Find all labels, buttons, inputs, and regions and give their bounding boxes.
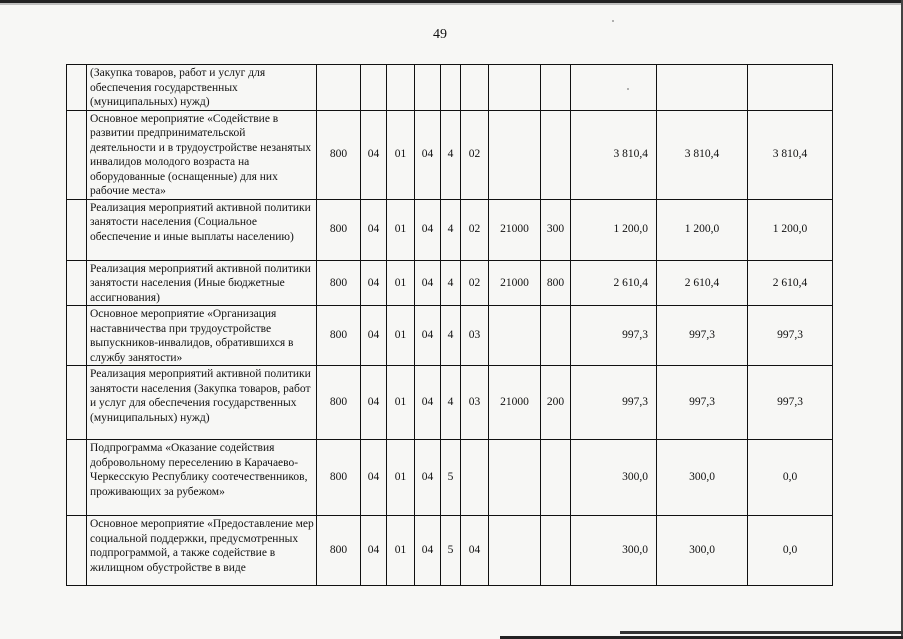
page-number: 49 bbox=[433, 27, 447, 42]
code-program: 04 bbox=[415, 366, 441, 440]
code-program: 04 bbox=[415, 260, 441, 306]
code-ministry: 800 bbox=[317, 260, 361, 306]
code-program: 04 bbox=[415, 199, 441, 260]
table-row bbox=[67, 65, 833, 111]
row-marker-cell bbox=[67, 110, 87, 199]
scan-border-top-shadow bbox=[0, 3, 903, 5]
code-section: 04 bbox=[361, 199, 387, 260]
row-marker-cell bbox=[67, 199, 87, 260]
code-ministry: 800 bbox=[317, 516, 361, 586]
code-direction bbox=[489, 516, 541, 586]
code-section: 04 bbox=[361, 440, 387, 516]
code-program: 04 bbox=[415, 110, 441, 199]
amount-year-2: 300,0 bbox=[657, 440, 748, 516]
amount-year-3: 997,3 bbox=[748, 366, 833, 440]
code-expense-type bbox=[541, 306, 571, 366]
item-name: Подпрограмма «Оказание содействия добровольному переселению в Карачаево-Черкесскую Республику соотечественников, проживающих за рубежом» bbox=[87, 440, 317, 516]
amount-year-1: 997,3 bbox=[571, 306, 657, 366]
budget-table bbox=[66, 64, 833, 586]
amount-year-2: 997,3 bbox=[657, 306, 748, 366]
amount-year-2: 300,0 bbox=[657, 516, 748, 586]
scan-border-bottom bbox=[620, 631, 903, 634]
code-subprogram bbox=[441, 65, 461, 111]
code-section: 04 bbox=[361, 306, 387, 366]
code-activity bbox=[461, 440, 489, 516]
row-marker-cell bbox=[67, 516, 87, 586]
amount-year-2: 997,3 bbox=[657, 366, 748, 440]
code-section: 04 bbox=[361, 366, 387, 440]
code-direction bbox=[489, 440, 541, 516]
amount-year-3 bbox=[748, 65, 833, 111]
amount-year-3: 0,0 bbox=[748, 440, 833, 516]
item-name: Реализация мероприятий активной политики занятости населения (Закупка товаров, работ и услуг для обеспечения государственных (муниципальных) нужд) bbox=[87, 366, 317, 440]
code-expense-type: 200 bbox=[541, 366, 571, 440]
amount-year-1: 1 200,0 bbox=[571, 199, 657, 260]
code-subprogram: 4 bbox=[441, 199, 461, 260]
amount-year-2: 3 810,4 bbox=[657, 110, 748, 199]
code-subsection: 01 bbox=[387, 366, 415, 440]
code-direction bbox=[489, 306, 541, 366]
code-activity: 02 bbox=[461, 110, 489, 199]
table-row bbox=[67, 306, 833, 366]
table-row bbox=[67, 366, 833, 440]
code-expense-type bbox=[541, 65, 571, 111]
code-activity bbox=[461, 65, 489, 111]
item-name: Реализация мероприятий активной политики занятости населения (Иные бюджетные ассигнования) bbox=[87, 260, 317, 306]
code-subprogram: 4 bbox=[441, 306, 461, 366]
code-activity: 03 bbox=[461, 306, 489, 366]
code-direction bbox=[489, 110, 541, 199]
code-subprogram: 4 bbox=[441, 110, 461, 199]
code-subsection bbox=[387, 65, 415, 111]
table-row bbox=[67, 199, 833, 260]
code-ministry bbox=[317, 65, 361, 111]
code-subprogram: 4 bbox=[441, 260, 461, 306]
code-subprogram: 5 bbox=[441, 440, 461, 516]
amount-year-2: 1 200,0 bbox=[657, 199, 748, 260]
amount-year-3: 3 810,4 bbox=[748, 110, 833, 199]
code-ministry: 800 bbox=[317, 110, 361, 199]
code-program: 04 bbox=[415, 306, 441, 366]
code-section: 04 bbox=[361, 516, 387, 586]
row-marker-cell bbox=[67, 306, 87, 366]
code-section bbox=[361, 65, 387, 111]
code-ministry: 800 bbox=[317, 366, 361, 440]
item-name: Реализация мероприятий активной политики занятости населения (Социальное обеспечение и иные выплаты населению) bbox=[87, 199, 317, 260]
code-activity: 04 bbox=[461, 516, 489, 586]
code-direction: 21000 bbox=[489, 199, 541, 260]
table-row bbox=[67, 260, 833, 306]
code-subsection: 01 bbox=[387, 199, 415, 260]
row-marker-cell bbox=[67, 366, 87, 440]
amount-year-1: 3 810,4 bbox=[571, 110, 657, 199]
code-direction: 21000 bbox=[489, 366, 541, 440]
code-ministry: 800 bbox=[317, 440, 361, 516]
row-marker-cell bbox=[67, 65, 87, 111]
code-subsection: 01 bbox=[387, 306, 415, 366]
code-subsection: 01 bbox=[387, 110, 415, 199]
item-name: (Закупка товаров, работ и услуг для обеспечения государственных (муниципальных) нужд) bbox=[87, 65, 317, 111]
amount-year-1: 2 610,4 bbox=[571, 260, 657, 306]
row-marker-cell bbox=[67, 440, 87, 516]
code-activity: 03 bbox=[461, 366, 489, 440]
amount-year-1: 997,3 bbox=[571, 366, 657, 440]
item-name: Основное мероприятие «Предоставление мер социальной поддержки, предусмотренных подпрограммой, а также содействие в жилищном обустройстве в виде bbox=[87, 516, 317, 586]
code-activity: 02 bbox=[461, 260, 489, 306]
amount-year-1: 300,0 bbox=[571, 516, 657, 586]
code-subprogram: 4 bbox=[441, 366, 461, 440]
amount-year-3: 997,3 bbox=[748, 306, 833, 366]
code-program: 04 bbox=[415, 440, 441, 516]
code-section: 04 bbox=[361, 260, 387, 306]
amount-year-3: 0,0 bbox=[748, 516, 833, 586]
code-activity: 02 bbox=[461, 199, 489, 260]
table-row bbox=[67, 110, 833, 199]
item-name: Основное мероприятие «Содействие в развитии предпринимательской деятельности и в трудоустройстве незанятых инвалидов молодого возраста на оборудованные (оснащенные) для них рабочие места» bbox=[87, 110, 317, 199]
code-subsection: 01 bbox=[387, 260, 415, 306]
code-subsection: 01 bbox=[387, 440, 415, 516]
code-program bbox=[415, 65, 441, 111]
item-name: Основное мероприятие «Организация наставничества при трудоустройстве выпускников-инвалидов, обратившихся в службу занятости» bbox=[87, 306, 317, 366]
amount-year-3: 1 200,0 bbox=[748, 199, 833, 260]
table-row bbox=[67, 516, 833, 586]
amount-year-2: 2 610,4 bbox=[657, 260, 748, 306]
scan-speck bbox=[612, 20, 614, 22]
code-ministry: 800 bbox=[317, 199, 361, 260]
amount-year-1: 300,0 bbox=[571, 440, 657, 516]
code-expense-type bbox=[541, 440, 571, 516]
code-expense-type bbox=[541, 516, 571, 586]
code-ministry: 800 bbox=[317, 306, 361, 366]
code-subsection: 01 bbox=[387, 516, 415, 586]
code-direction: 21000 bbox=[489, 260, 541, 306]
table-row bbox=[67, 440, 833, 516]
amount-year-3: 2 610,4 bbox=[748, 260, 833, 306]
code-expense-type: 800 bbox=[541, 260, 571, 306]
amount-year-1 bbox=[571, 65, 657, 111]
code-expense-type: 300 bbox=[541, 199, 571, 260]
code-direction bbox=[489, 65, 541, 111]
code-program: 04 bbox=[415, 516, 441, 586]
amount-year-2 bbox=[657, 65, 748, 111]
row-marker-cell bbox=[67, 260, 87, 306]
code-expense-type bbox=[541, 110, 571, 199]
code-section: 04 bbox=[361, 110, 387, 199]
code-subprogram: 5 bbox=[441, 516, 461, 586]
